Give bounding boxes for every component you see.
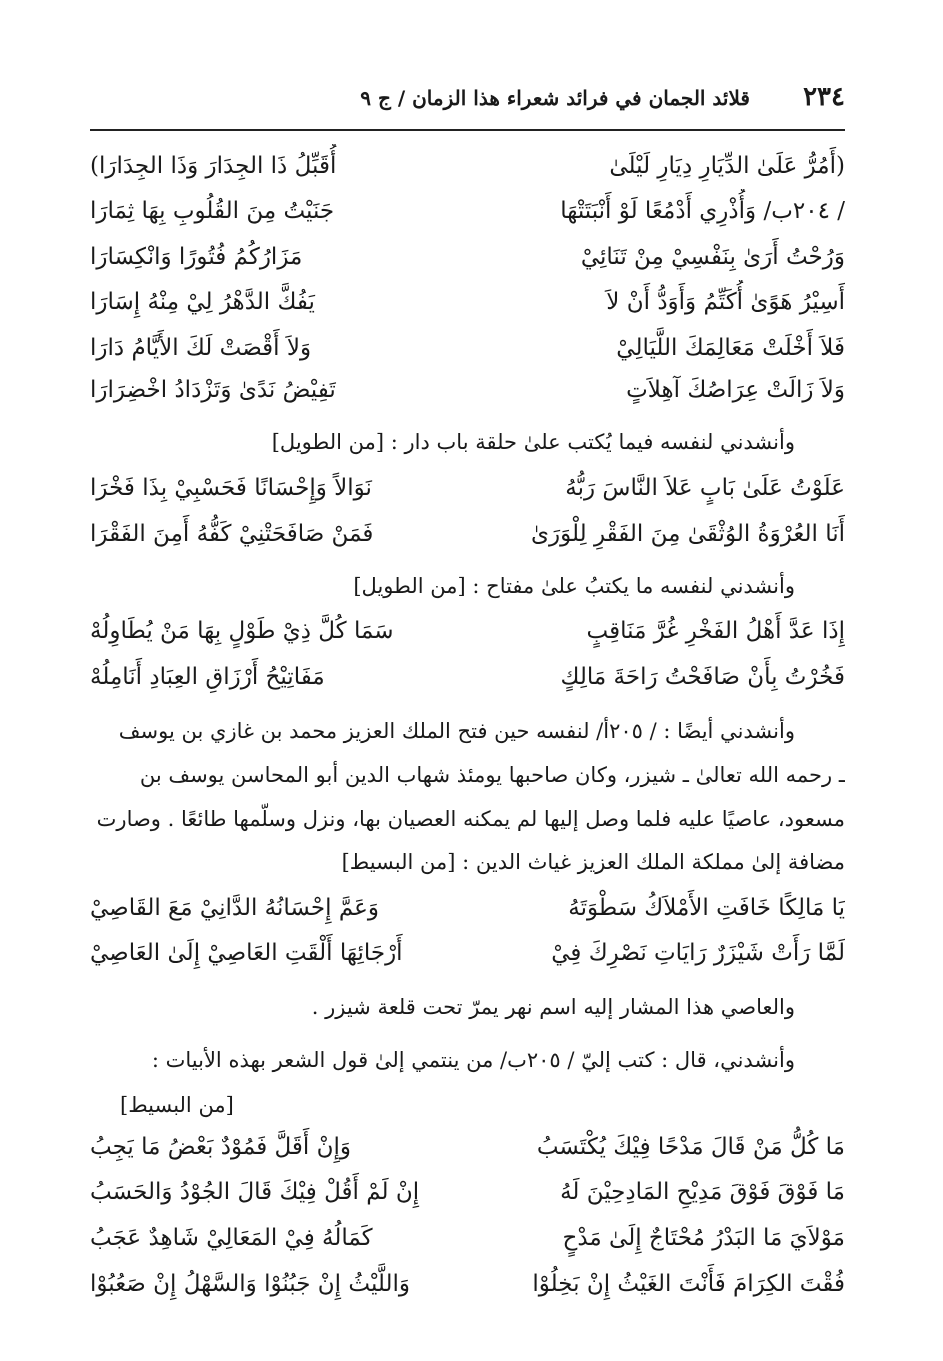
prose-line: ـ رحمه الله تعالىٰ ـ شيزر، وكان صاحبها يومئذ شهاب الدين أبو المحاسن يوسف بن xyxy=(139,763,845,787)
verse-second-hemistich: إِنْ لَمْ أَقُلْ فِيْكَ قَالَ الجُوْدُ وَالحَسَبُ xyxy=(90,1179,420,1205)
note-line: والعاصي هذا المشار إليه اسم نهر يمرّ تحت قلعة شيزر . xyxy=(311,995,795,1019)
intro-paragraph xyxy=(90,840,845,884)
verse-second-hemistich: وَإِنْ أَقَلَّ فَمُوْدٌ بَعْضُ مَا يَجِبُ xyxy=(90,1134,351,1160)
verse-first-hemistich: أَنَا العُرْوَةُ الوُثْقَىٰ مِنَ الفَقْرِ لِلْوَرَىٰ xyxy=(531,521,845,547)
verse-line xyxy=(90,1170,845,1214)
verse-line xyxy=(90,189,845,233)
verse-second-hemistich: مَفَاتِيْحُ أَرْزَاقِ العِبَادِ أَنَامِلُهْ xyxy=(90,664,325,690)
verse-second-hemistich: سَمَا كُلَّ ذِيْ طَوْلٍ بِهَا مَنْ يُطَاوِلُهْ xyxy=(90,618,394,644)
verse-second-hemistich: وَعَمَّ إِحْسَانُهُ الدَّانِيْ مَعَ القَاصِيْ xyxy=(90,895,379,921)
intro-paragraph xyxy=(90,564,845,608)
verse-second-hemistich: مَزَارُكُمُ فُتُورًا وَانْكِسَارَا xyxy=(90,244,303,270)
verse-second-hemistich: أَرْجَائِهَا أَلْقَتِ العَاصِيْ إِلَىٰ العَاصِيْ xyxy=(90,940,403,966)
page-number: ٢٣٤ xyxy=(803,82,845,112)
verse-first-hemistich: لَمَّا رَأَتْ شَيْزَرٌ رَايَاتِ نَصْرِكَ فِيْ xyxy=(551,940,845,966)
verse-first-hemistich: أَسِيْرُ هَوًىٰ أُكَتِّمُ وَأَوَدُّ أَنْ لاَ xyxy=(606,289,845,315)
verse-second-hemistich: جَنَيْتُ مِنَ القُلُوبِ بِهَا ثِمَارَا xyxy=(90,198,335,224)
intro-text: وأنشدني لنفسه ما يكتبُ علىٰ مفتاح : xyxy=(472,574,795,598)
verse-line xyxy=(90,931,845,975)
intro-text: مضافة إلىٰ مملكة الملك العزيز غياث الدين : xyxy=(462,850,845,874)
verse-line xyxy=(90,655,845,699)
verse-first-hemistich: وَرُحْتُ أَرَىٰ بِنَفْسِيْ مِنْ تَنَائِيْ xyxy=(580,244,845,270)
meter-label: [من البسيط] xyxy=(341,850,456,874)
verse-line xyxy=(90,466,845,510)
verse-line xyxy=(90,1216,845,1260)
verse-first-hemistich: فَخُرْتُ بِأَنْ صَافَحْتُ رَاحَةَ مَالِكٍ xyxy=(560,664,845,690)
verse-line xyxy=(90,280,845,324)
verse-second-hemistich: كَمَالُهُ فِيْ المَعَالِيْ شَاهِدٌ عَجَبُ xyxy=(90,1225,373,1251)
verse-first-hemistich: مَا كُلُّ مَنْ قَالَ مَدْحًا فِيْكَ يُكْتَسَبُ xyxy=(536,1134,845,1160)
verse-first-hemistich: (أَمُرُّ عَلَىٰ الدِّيَارِ دِيَارِ لَيْلَىٰ xyxy=(609,153,845,179)
prose-line: مسعود، عاصيًا عليه فلما وصل إليها لم يمكنه العصيان بها، ونزل وسلّمها طائعًا . وصارت xyxy=(96,807,845,831)
verse-first-hemistich: مَوْلاَيَ مَا البَدْرُ مُحْتَاجٌ إِلَىٰ مَدْحٍ xyxy=(562,1225,845,1251)
verse-first-hemistich: فَلاَ أَخْلَتْ مَعَالِمَكَ اللَّيَالِيْ xyxy=(616,335,845,361)
verse-second-hemistich: وَلاَ أَقْصَتْ لَكَ الأَيَّامُ دَارَا xyxy=(90,335,312,361)
verse-first-hemistich: يَا مَالِكًا خَافَتِ الأَمْلاَكُ سَطْوَتَهُ xyxy=(568,895,845,921)
verse-line xyxy=(90,368,845,412)
verse-first-hemistich: فُقْتَ الكِرَامَ فَأَنْتَ الغَيْثُ إِنْ بَخِلُوْا xyxy=(532,1271,845,1297)
intro-text: وأنشدني لنفسه فيما يُكتب علىٰ حلقة باب دار : xyxy=(390,430,795,454)
verse-second-hemistich: فَمَنْ صَافَحَتْنِيْ كَفُّهُ أَمِنَ الفَقْرَا xyxy=(90,521,374,547)
verse-line xyxy=(90,886,845,930)
verse-line xyxy=(90,512,845,556)
header-rule xyxy=(90,129,845,131)
meter-label: [من الطويل] xyxy=(353,574,466,598)
prose-line: وأنشدني أيضًا : / ٢٠٥أ/ لنفسه حين فتح الملك العزيز محمد بن غازي بن يوسف xyxy=(118,719,795,743)
verse-first-hemistich: إِذَا عَدَّ أَهْلُ الفَخْرِ غُرَّ مَنَاقِبٍ xyxy=(586,618,845,644)
verse-second-hemistich: يَفُكَّ الدَّهْرُ لِيْ مِنْهُ إِسَارَا xyxy=(90,289,315,315)
verse-line xyxy=(90,1262,845,1306)
verse-line xyxy=(90,326,845,370)
verse-first-hemistich: / ٢٠٤ب/ وَأُذْرِي أَدْمُعًا لَوْ أَنْبَتَتْهَا xyxy=(560,198,845,224)
verse-first-hemistich: عَلَوْتُ عَلَىٰ بَابٍ عَلاَ النَّاسَ رَبُّهُ xyxy=(565,475,845,501)
meter-label-line xyxy=(90,1083,845,1127)
running-title: قلائد الجمان في فرائد شعراء هذا الزمان / ج ٩ xyxy=(360,86,750,110)
meter-label: [من الطويل] xyxy=(271,430,385,454)
verse-first-hemistich: مَا فَوْقَ فَوْقَ مَدِيْحِ المَادِحِيْنَ لَهُ xyxy=(560,1179,845,1205)
verse-line xyxy=(90,235,845,279)
verse-second-hemistich: تَفِيْضُ نَدًىٰ وَتَزْدَادُ اخْضِرَارَا xyxy=(90,377,336,403)
verse-first-hemistich: وَلاَ زَالَتْ عِرَاصُكَ آهِلاَتٍ xyxy=(626,377,845,403)
verse-line xyxy=(90,1125,845,1169)
verse-second-hemistich: نَوَالاً وَإِحْسَانًا فَحَسْبِيْ بِذَا فَخْرَا xyxy=(90,475,372,501)
verse-line xyxy=(90,144,845,188)
verse-second-hemistich: أُقَبِّلُ ذَا الجِدَارَ وَذَا الجِدَارَا) xyxy=(90,153,337,179)
intro-paragraph xyxy=(90,420,845,464)
intro-paragraph: وأنشدني، قال : كتب إليّ / ٢٠٥ب/ من ينتمي إلىٰ قول الشعر بهذه الأبيات : xyxy=(151,1048,795,1072)
meter-label: [من البسيط] xyxy=(120,1093,234,1117)
running-header xyxy=(90,82,845,122)
verse-second-hemistich: وَاللَّيْثُ إِنْ جَبُنُوْا وَالسَّهْلُ إِنْ صَعُبُوْا xyxy=(90,1271,411,1297)
verse-line xyxy=(90,609,845,653)
